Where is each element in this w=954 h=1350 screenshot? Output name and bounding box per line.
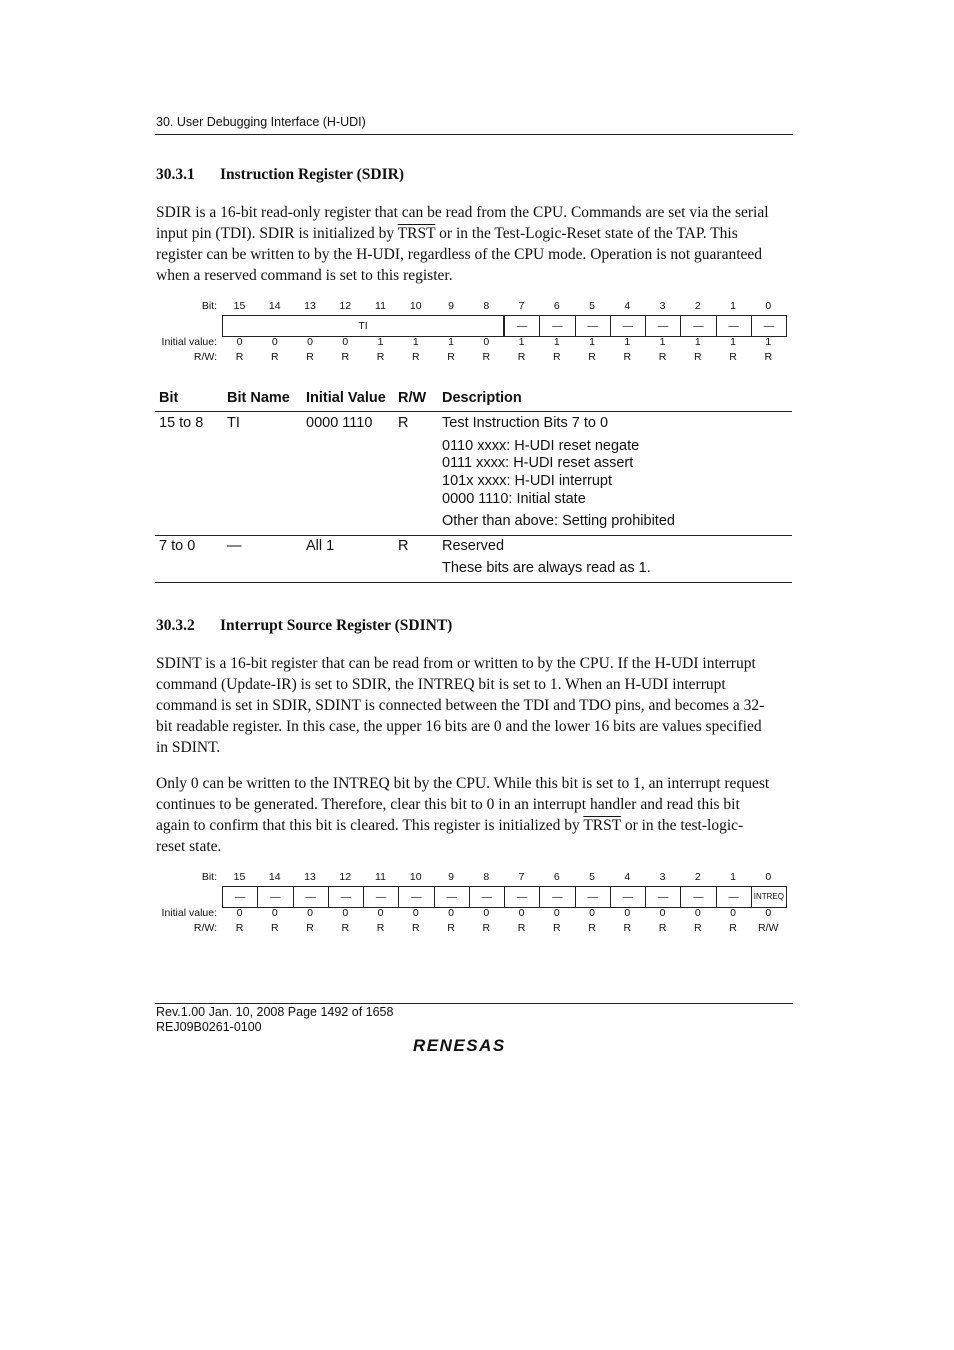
logo-text: RENESAS — [413, 1036, 506, 1055]
bit-number: 3 — [659, 300, 666, 312]
footer-rule — [155, 1003, 793, 1004]
rw-value: R — [306, 922, 314, 934]
row1-rw: R — [398, 415, 409, 431]
initial-value: 0 — [412, 907, 419, 919]
rw-value: R — [623, 351, 632, 363]
text-line: reset state. — [156, 838, 222, 855]
rw-value: R — [693, 922, 702, 934]
header-rule — [155, 134, 793, 135]
text-line: command (Update-IR) is set to SDIR, the INTREQ bit is set to 1. When an H-UDI interrupt — [156, 676, 726, 693]
reserved-bit-field: — — [504, 315, 540, 337]
bit-number: 0 — [765, 300, 772, 312]
renesas-logo — [413, 1034, 533, 1061]
initial-value: 0 — [518, 907, 525, 919]
bit-number: 1 — [730, 871, 736, 883]
reserved-bit-field: — — [645, 315, 681, 337]
reserved-bit-field: — — [504, 886, 540, 908]
bit-number: 5 — [589, 300, 595, 312]
sdint-paragraph-2 — [156, 773, 796, 857]
row1-code: 0000 1110: Initial state — [442, 491, 586, 507]
row1-code: 0111 xxxx: H-UDI reset assert — [442, 455, 634, 471]
bit-number: 4 — [624, 300, 631, 312]
text-line: SDIR is a 16-bit read-only register that can be read from the CPU. Commands are set via the serial — [156, 204, 769, 221]
bit-number: 12 — [339, 871, 352, 883]
field-ti: TI — [222, 315, 504, 337]
bit-number: 14 — [268, 871, 281, 883]
text-line: in SDINT. — [156, 739, 221, 756]
rw-value: R — [270, 351, 279, 363]
bit-number: 11 — [375, 300, 386, 312]
rw-label: R/W: — [193, 922, 217, 934]
rw-value: R — [235, 922, 244, 934]
bit-number: 13 — [304, 871, 316, 883]
row2-desc: These bits are always read as 1. — [442, 560, 651, 576]
initial-value: 1 — [518, 336, 525, 348]
section-title: Interrupt Source Register (SDINT) — [220, 617, 453, 634]
bit-number: 15 — [233, 871, 246, 883]
bit-label: Bit: — [201, 871, 217, 883]
bit-number: 3 — [659, 871, 666, 883]
bit-number: 6 — [553, 300, 560, 312]
initial-value: 0 — [271, 907, 278, 919]
bit-number: 9 — [448, 871, 454, 883]
reserved-bit-field: — — [398, 886, 434, 908]
reserved-bit-field: — — [575, 315, 611, 337]
reserved-bit-field: — — [680, 315, 716, 337]
reserved-bit-field: — — [539, 315, 575, 337]
table-header-rule — [155, 411, 792, 412]
bit-number: 6 — [553, 871, 560, 883]
rw-value: R — [588, 922, 596, 934]
row1-desc: Test Instruction Bits 7 to 0 — [442, 415, 609, 431]
rw-value: R — [376, 922, 385, 934]
col-bit: Bit — [159, 390, 179, 406]
rw-value: R — [588, 351, 596, 363]
bit-number: 11 — [375, 871, 386, 883]
bit-number: 5 — [589, 871, 595, 883]
sdint-paragraph-1 — [156, 653, 796, 758]
reserved-bit-field: — — [222, 886, 258, 908]
text-line: command is set in SDIR, SDINT is connected between the TDI and TDO pins, and becomes a 32- — [156, 697, 765, 714]
field-intreq: INTREQ — [751, 886, 787, 908]
initial-value: 0 — [483, 336, 490, 348]
rw-value: R — [376, 351, 385, 363]
text-line: register can be written to by the H-UDI, regardless of the CPU mode. Operation is not guaranteed — [156, 246, 763, 263]
col-initial-value: Initial Value — [306, 390, 386, 406]
bit-number: 4 — [624, 871, 631, 883]
rw-value: R — [552, 922, 561, 934]
bit-number: 9 — [448, 300, 454, 312]
col-rw: R/W — [398, 390, 427, 406]
row2-bit: 7 to 0 — [159, 538, 196, 554]
row1-code: 0110 xxxx: H-UDI reset negate — [442, 438, 640, 454]
initial-value: 0 — [236, 336, 243, 348]
initial-value: 1 — [553, 336, 560, 348]
initial-value: 0 — [448, 907, 454, 919]
rw-value: R — [411, 922, 420, 934]
bit-number: 10 — [409, 871, 422, 883]
initial-value: 0 — [765, 907, 772, 919]
bit-label: Bit: — [201, 300, 217, 312]
section-heading-sdir — [156, 166, 404, 184]
rw-value: R — [658, 351, 667, 363]
rw-value: R — [693, 351, 702, 363]
bit-number: 12 — [339, 300, 352, 312]
rw-value: R — [729, 351, 737, 363]
row2-desc: Reserved — [442, 538, 505, 554]
section-number: 30.3.1 — [156, 166, 195, 183]
rw-value: R — [447, 922, 455, 934]
rw-value: R — [306, 351, 314, 363]
initial-value-label: Initial value: — [161, 907, 217, 919]
bit-number: 15 — [233, 300, 246, 312]
reserved-bit-field: — — [716, 315, 752, 337]
reserved-bit-field: — — [610, 315, 646, 337]
rw-value: R — [270, 922, 279, 934]
initial-value: 1 — [730, 336, 736, 348]
reserved-bit-field: — — [363, 886, 399, 908]
initial-value: 1 — [694, 336, 701, 348]
reserved-bit-field: — — [716, 886, 752, 908]
reserved-bit-field: — — [257, 886, 293, 908]
initial-value: 1 — [589, 336, 595, 348]
initial-value-label: Initial value: — [161, 336, 217, 348]
bit-number: 8 — [483, 300, 490, 312]
rw-value: R — [517, 351, 526, 363]
trst-signal: TRST — [583, 817, 621, 834]
initial-value: 1 — [412, 336, 419, 348]
initial-value: 0 — [694, 907, 701, 919]
initial-value: 0 — [342, 907, 349, 919]
text-line: input pin (TDI). SDIR is initialized by TRST or in the Test-Logic-Reset state of the TAP. This — [156, 225, 738, 242]
text-line: Only 0 can be written to the INTREQ bit by the CPU. While this bit is set to 1, an interrupt request — [156, 775, 770, 792]
rw-value: R — [341, 351, 350, 363]
initial-value: 0 — [624, 907, 631, 919]
initial-value: 0 — [553, 907, 560, 919]
rw-value: R — [341, 922, 350, 934]
row1-other: Other than above: Setting prohibited — [442, 513, 675, 529]
row2-init: All 1 — [306, 538, 335, 554]
initial-value: 1 — [765, 336, 772, 348]
reserved-bit-field: — — [680, 886, 716, 908]
rw-label: R/W: — [193, 351, 217, 363]
text-line: continues to be generated. Therefore, clear this bit to 0 in an interrupt handler and read this bit — [156, 796, 740, 813]
section-title: Instruction Register (SDIR) — [220, 166, 404, 183]
col-bit-name: Bit Name — [227, 390, 290, 406]
rw-value: R — [658, 922, 667, 934]
bit-number: 0 — [765, 871, 772, 883]
text-line: when a reserved command is set to this register. — [156, 267, 453, 284]
initial-value: 0 — [271, 336, 278, 348]
initial-value: 0 — [730, 907, 736, 919]
row2-name: — — [227, 538, 242, 554]
row2-rw: R — [398, 538, 409, 554]
rw-value: R — [552, 351, 561, 363]
rw-value: R — [411, 351, 420, 363]
rw-value: R — [623, 922, 632, 934]
rw-value: R — [447, 351, 455, 363]
text-line: bit readable register. In this case, the upper 16 bits are 0 and the lower 16 bits are values specified — [156, 718, 762, 735]
initial-value: 0 — [342, 336, 349, 348]
initial-value: 1 — [377, 336, 384, 348]
initial-value: 0 — [377, 907, 384, 919]
bit-number: 14 — [268, 300, 281, 312]
initial-value: 0 — [307, 336, 313, 348]
section-heading-sdint — [156, 617, 452, 635]
reserved-bit-field: — — [645, 886, 681, 908]
rw-value: R — [764, 351, 773, 363]
row1-code: 101x xxxx: H-UDI interrupt — [442, 473, 613, 489]
bit-number: 10 — [409, 300, 422, 312]
trst-signal: TRST — [397, 225, 436, 242]
initial-value: 0 — [589, 907, 595, 919]
rw-value: R — [482, 922, 491, 934]
bit-number: 13 — [304, 300, 316, 312]
footer-revision: Rev.1.00 Jan. 10, 2008 Page 1492 of 1658 — [156, 1005, 394, 1019]
row1-bit: 15 to 8 — [159, 415, 204, 431]
bit-number: 7 — [518, 300, 525, 312]
bit-number: 8 — [483, 871, 490, 883]
reserved-bit-field: — — [328, 886, 364, 908]
rw-value: R — [482, 351, 491, 363]
section-number: 30.3.2 — [156, 617, 195, 634]
initial-value: 1 — [624, 336, 631, 348]
initial-value: 1 — [448, 336, 454, 348]
reserved-bit-field: — — [469, 886, 505, 908]
rw-value: R — [517, 922, 526, 934]
col-description: Description — [442, 390, 522, 406]
initial-value: 1 — [659, 336, 666, 348]
bit-number: 7 — [518, 871, 525, 883]
reserved-bit-field: — — [610, 886, 646, 908]
reserved-bit-field: — — [751, 315, 787, 337]
table-bottom-rule — [155, 582, 792, 583]
reserved-bit-field: — — [539, 886, 575, 908]
rw-value: R — [729, 922, 737, 934]
initial-value: 0 — [236, 907, 243, 919]
sdir-paragraph — [156, 202, 796, 286]
reserved-bit-field: — — [575, 886, 611, 908]
running-header: 30. User Debugging Interface (H-UDI) — [156, 115, 366, 129]
initial-value: 0 — [659, 907, 666, 919]
rw-value: R/W — [758, 922, 779, 934]
bit-number: 1 — [730, 300, 736, 312]
footer-doc-number: REJ09B0261-0100 — [156, 1020, 262, 1034]
row-divider — [155, 535, 792, 536]
rw-value: R — [235, 351, 244, 363]
bit-number: 2 — [694, 300, 701, 312]
bit-number: 2 — [694, 871, 701, 883]
reserved-bit-field: — — [434, 886, 470, 908]
text-line: SDINT is a 16-bit register that can be read from or written to by the CPU. If the H-UDI interrupt — [156, 655, 756, 672]
text-line: again to confirm that this bit is cleared. This register is initialized by TRST or in the test-logic- — [156, 817, 744, 834]
initial-value: 0 — [483, 907, 490, 919]
row1-name: TI — [227, 415, 240, 431]
reserved-bit-field: — — [293, 886, 329, 908]
initial-value: 0 — [307, 907, 313, 919]
row1-init: 0000 1110 — [306, 415, 373, 431]
